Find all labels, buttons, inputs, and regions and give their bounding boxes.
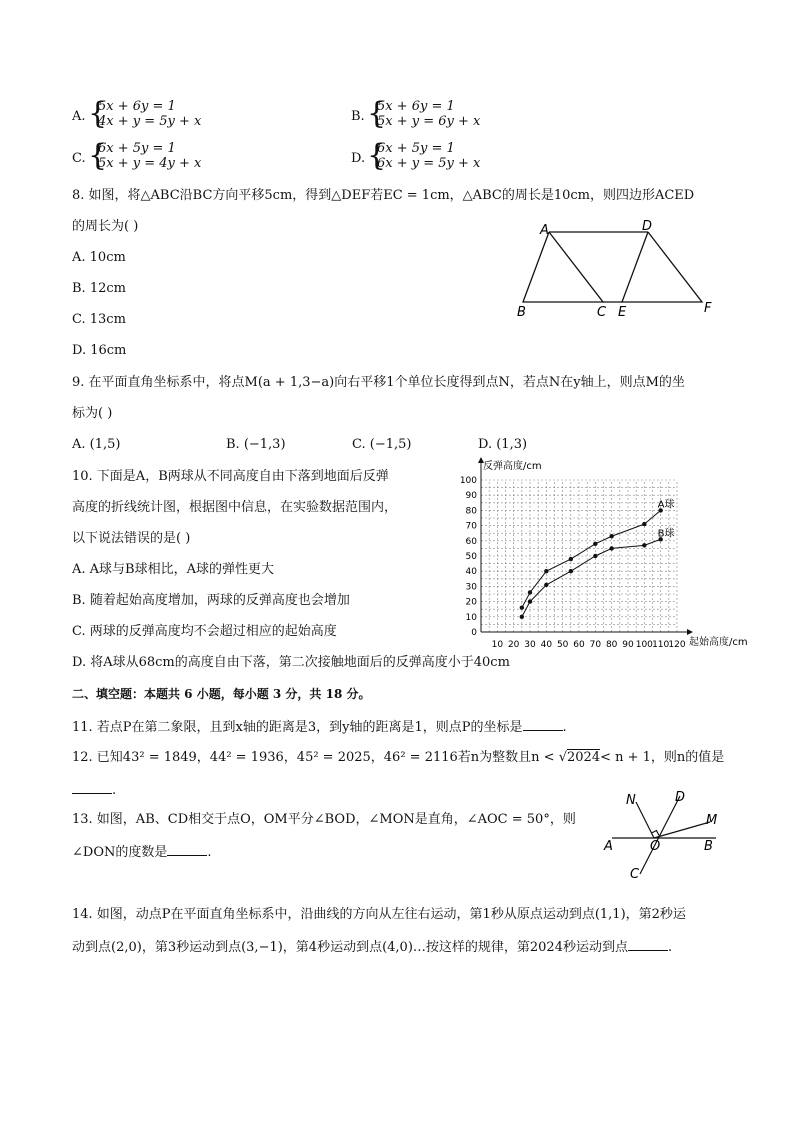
q13-stem-line2: ∠DON的度数是 . (72, 845, 212, 860)
q7-option-a[interactable] (72, 96, 272, 134)
y-tick-label: 100 (459, 476, 477, 486)
option-label: B. (351, 109, 365, 124)
x-axis-title: 起始高度/cm (689, 637, 748, 648)
x-tick-label: 100 (635, 640, 653, 650)
q13-angle-figure (598, 786, 728, 884)
equation-2: 4x + y = 5y + x (98, 114, 202, 129)
x-tick-label: 50 (556, 640, 569, 650)
data-point (544, 569, 548, 573)
y-tick-label: 20 (465, 597, 477, 608)
equation-1: 6x + 5y = 1 (98, 141, 176, 156)
data-point (642, 522, 646, 526)
x-tick-label: 120 (668, 640, 686, 650)
y-tick-label: 40 (465, 567, 477, 578)
data-point (642, 543, 646, 547)
q9-option-c[interactable]: C. (−1,5) (352, 437, 412, 452)
left-brace: { (367, 96, 387, 131)
label-c: C (597, 305, 607, 320)
q12-answer-blank[interactable] (72, 781, 112, 794)
sqrt-symbol: √ (558, 750, 567, 765)
q7-option-d[interactable] (351, 138, 551, 176)
y-tick-label: 90 (465, 491, 477, 502)
left-brace: { (367, 138, 387, 173)
q11-stem: 11. 若点P在第二象限，且到x轴的距离是3，到y轴的距离是1，则点P的坐标是 . (72, 720, 567, 735)
label-f: F (704, 301, 712, 316)
q11-text: 11. 若点P在第二象限，且到x轴的距离是3，到y轴的距离是1，则点P的坐标是 (72, 720, 523, 735)
q12-text-2: < n + 1，则n的值是 (600, 750, 725, 765)
label-e: E (618, 305, 627, 320)
sqrt-radicand: 2024 (567, 750, 601, 765)
q12-stem (72, 750, 724, 766)
data-point (609, 546, 613, 550)
label-c: C (630, 867, 640, 882)
equation-1: 6x + 5y = 1 (377, 141, 455, 156)
section-2-heading: 二、填空题：本题共 6 小题，每小题 3 分，共 18 分。 (72, 687, 371, 701)
x-tick-label: 20 (507, 640, 520, 650)
data-point (520, 615, 524, 619)
label-n: N (626, 793, 636, 808)
data-point (569, 569, 573, 573)
y-tick-label: 70 (465, 521, 477, 532)
equation-2: 6x + y = 5y + x (377, 156, 481, 171)
q10-stem-line1: 10. 下面是A，B两球从不同高度自由下落到地面后反弹 (72, 469, 389, 484)
q8-triangle-figure (510, 220, 720, 320)
x-tick-label: 30 (524, 640, 536, 650)
x-tick-label: 110 (652, 640, 670, 650)
label-m: M (706, 813, 718, 828)
bounce-height-chart (455, 455, 765, 655)
q7-option-c[interactable] (72, 138, 272, 176)
y-tick-label: 0 (471, 628, 477, 638)
q8-option-c[interactable]: C. 13cm (72, 312, 126, 327)
q8-option-d[interactable]: D. 16cm (72, 343, 127, 358)
q13-stem-line1: 13. 如图，AB、CD相交于点O，OM平分∠BOD，∠MON是直角，∠AOC = 50°，则 (72, 812, 576, 827)
q10-stem-line3: 以下说法错误的是( ) (72, 531, 191, 546)
data-point (528, 590, 532, 594)
y-tick-label: 10 (465, 612, 477, 623)
q14-text: 动到点(2,0)，第3秒运动到点(3,−1)，第4秒运动到点(4,0)…按这样的规律，第2024秒运动到点 (72, 940, 628, 955)
q13-answer-blank[interactable] (167, 843, 207, 856)
label-a: A (540, 223, 549, 238)
q14-stem-line1: 14. 如图，动点P在平面直角坐标系中，沿曲线的方向从左往右运动，第1秒从原点运动到点(1,1)，第2秒运 (72, 907, 686, 922)
q8-option-a[interactable]: A. 10cm (72, 250, 126, 265)
x-tick-label: 70 (589, 640, 602, 650)
data-point (544, 583, 548, 587)
y-tick-label: 60 (465, 536, 477, 547)
q9-option-a[interactable]: A. (1,5) (72, 437, 121, 452)
q14-answer-blank[interactable] (628, 938, 668, 951)
option-label: A. (72, 109, 86, 124)
q9-option-b[interactable]: B. (−1,3) (226, 437, 286, 452)
q10-option-b[interactable]: B. 随着起始高度增加，两球的反弹高度也会增加 (72, 593, 350, 608)
option-label: D. (351, 151, 366, 166)
x-tick-label: 80 (605, 640, 618, 650)
y-axis-title: 反弹高度/cm (483, 461, 542, 472)
equation-2: 5x + y = 4y + x (98, 156, 202, 171)
equation-1: 5x + 6y = 1 (377, 99, 455, 114)
q9-stem-line1: 9. 在平面直角坐标系中，将点M(a + 1,3−a)向右平移1个单位长度得到点N，若点N在y轴上，则点M的坐 (72, 375, 685, 390)
q9-option-d[interactable]: D. (1,3) (478, 437, 528, 452)
left-brace: { (88, 96, 108, 131)
q13-text: ∠DON的度数是 (72, 845, 168, 860)
q10-stem-line2: 高度的折线统计图，根据图中信息，在实验数据范围内， (72, 500, 398, 515)
label-o: O (650, 839, 661, 854)
x-tick-label: 40 (540, 640, 553, 650)
q8-stem-line2: 的周长为( ) (72, 219, 139, 234)
data-point (520, 605, 524, 609)
q12-text: 12. 已知43² = 1849，44² = 1936，45² = 2025，46² = 2116若n为整数且n < (72, 750, 555, 765)
q14-stem-line2: 动到点(2,0)，第3秒运动到点(3,−1)，第4秒运动到点(4,0)…按这样的规律，第2024秒运动到点 . (72, 940, 673, 955)
y-tick-label: 50 (465, 552, 477, 562)
q7-option-b[interactable] (351, 96, 551, 134)
data-point (569, 557, 573, 561)
series-label: A球 (657, 499, 675, 511)
data-point (593, 554, 597, 558)
equation-1: 5x + 6y = 1 (98, 99, 176, 114)
q8-option-b[interactable]: B. 12cm (72, 281, 126, 296)
data-point (609, 534, 613, 538)
label-d: D (675, 790, 686, 805)
q12-answer-line: . (72, 781, 116, 799)
option-label: C. (72, 151, 86, 166)
series-label: B球 (657, 528, 675, 540)
q10-option-a[interactable]: A. A球与B球相比，A球的弹性更大 (72, 562, 274, 577)
x-tick-label: 10 (491, 640, 504, 650)
label-b: B (517, 305, 526, 320)
x-axis-arrow-icon (687, 629, 693, 635)
y-tick-label: 80 (465, 506, 477, 517)
x-tick-label: 60 (573, 640, 585, 650)
q11-answer-blank[interactable] (523, 718, 563, 731)
left-brace: { (88, 138, 108, 173)
q10-option-d[interactable]: D. 将A球从68cm的高度自由下落，第二次接触地面后的反弹高度小于40cm (72, 655, 510, 670)
label-b: B (704, 839, 713, 854)
q9-stem-line2: 标为( ) (72, 406, 113, 421)
label-a: A (604, 839, 613, 854)
q10-option-c[interactable]: C. 两球的反弹高度均不会超过相应的起始高度 (72, 624, 337, 639)
data-point (593, 542, 597, 546)
label-d: D (642, 220, 653, 234)
series-line-b (522, 539, 661, 617)
equation-2: 5x + y = 6y + x (377, 114, 481, 129)
q8-stem-line1: 8. 如图，将△ABC沿BC方向平移5cm，得到△DEF若EC = 1cm，△ABC的周长是10cm，则四边形ACED (72, 188, 695, 203)
x-tick-label: 90 (622, 640, 634, 650)
y-tick-label: 30 (465, 582, 477, 593)
data-point (528, 599, 532, 603)
